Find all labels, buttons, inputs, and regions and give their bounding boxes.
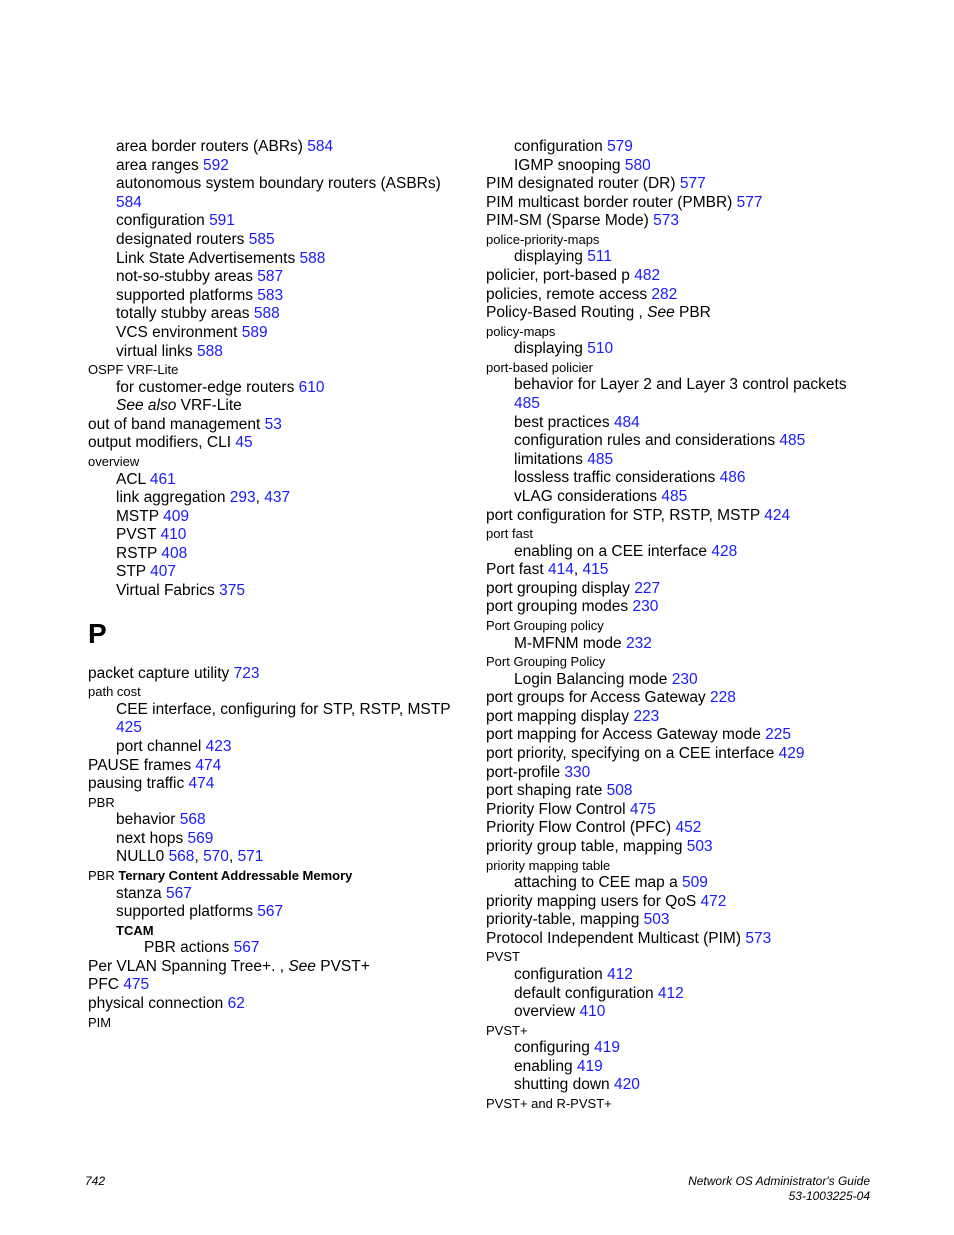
index-entry	[88, 794, 468, 812]
page-reference-link[interactable]: 610	[298, 378, 325, 396]
page-reference-link[interactable]: 228	[710, 689, 736, 707]
page-reference-link[interactable]: 588	[253, 305, 280, 323]
index-entry	[88, 958, 468, 977]
index-entry	[88, 976, 468, 995]
page-reference-link[interactable]: 437	[264, 489, 291, 507]
index-entry-text: port mapping for Access Gateway mode	[486, 726, 766, 744]
page-reference-link[interactable]: 452	[675, 819, 702, 837]
page-reference-link[interactable]: 583	[257, 286, 284, 304]
index-entry-text: PBR actions	[144, 939, 234, 957]
page-reference-link[interactable]: 420	[613, 1076, 640, 1094]
index-entry	[486, 948, 886, 966]
index-entry-text: PVST	[116, 526, 161, 544]
index-entry-text: out of band management	[88, 415, 265, 433]
index-entry	[486, 194, 886, 213]
index-entry-text: default configuration	[514, 984, 658, 1002]
index-entry-text: area border routers (ABRs)	[116, 138, 308, 155]
page-reference-link[interactable]: 588	[196, 342, 223, 360]
index-entry-text: See	[288, 957, 316, 975]
index-entry	[486, 231, 886, 249]
index-entry-text: overview	[514, 1003, 580, 1021]
page-reference-link[interactable]: 425	[116, 719, 142, 737]
index-entry-text: Virtual Fabrics	[116, 582, 220, 600]
page-reference-link[interactable]: 484	[613, 413, 640, 431]
page-reference-link[interactable]: 591	[209, 212, 235, 230]
index-subentry	[88, 701, 468, 720]
index-entry-text: VRF-Lite	[176, 397, 242, 415]
page-reference-link[interactable]: 580	[624, 156, 651, 174]
page-reference-link[interactable]: 475	[629, 800, 656, 818]
index-subentry	[88, 194, 468, 213]
index-entry-text: stanza	[116, 884, 166, 902]
index-entry	[486, 653, 886, 671]
index-entry	[486, 525, 886, 543]
index-entry-text: port fast	[486, 526, 533, 542]
page-reference-link[interactable]: 577	[736, 193, 763, 211]
index-subentry	[486, 138, 886, 157]
page-reference-link[interactable]: 568	[179, 811, 206, 829]
index-entry-text: configuration	[116, 212, 210, 230]
index-entry	[88, 665, 468, 684]
page-reference-link[interactable]: 723	[233, 664, 260, 682]
page-reference-link[interactable]: 62	[227, 994, 245, 1012]
page-reference-link[interactable]: 585	[248, 230, 275, 248]
index-subentry	[88, 738, 468, 757]
index-entry-text: PVST	[486, 949, 520, 965]
index-entry-text: totally stubby areas	[116, 305, 254, 323]
page-reference-link[interactable]: 589	[241, 323, 268, 341]
index-subentry	[486, 874, 886, 893]
index-column-left	[88, 138, 468, 1031]
index-subentry	[486, 376, 886, 395]
index-entry	[486, 838, 886, 857]
page-reference-link[interactable]: 474	[188, 775, 215, 793]
index-entry-text: OSPF VRF-Lite	[88, 362, 179, 378]
index-entry	[88, 757, 468, 776]
index-entry-text: virtual links	[116, 342, 197, 360]
page-reference-link[interactable]: 419	[576, 1057, 603, 1075]
index-subentry	[486, 635, 886, 654]
index-entry-text: enabling	[514, 1057, 577, 1075]
page-reference-link[interactable]: 232	[625, 634, 652, 652]
index-entry-text: PIM-SM (Sparse Mode)	[486, 212, 654, 230]
index-entry-text: STP	[116, 563, 151, 581]
index-entry-text: policier, port-based p	[486, 267, 635, 285]
index-entry-text: PAUSE frames	[88, 756, 196, 774]
index-subentry	[88, 903, 468, 922]
index-entry-text: Policy-Based Routing ,	[486, 304, 648, 322]
index-entry-text: port-based policier	[486, 359, 593, 375]
index-entry-text: port groups for Access Gateway	[486, 689, 710, 707]
page-reference-link[interactable]: 461	[149, 470, 176, 488]
index-entry-text: physical connection	[88, 994, 228, 1012]
index-entry-text: PVST+	[315, 957, 370, 975]
page-reference-link[interactable]: 414	[548, 561, 574, 579]
index-entry	[88, 683, 468, 701]
index-subentry	[88, 471, 468, 490]
index-entry-text: next hops	[116, 829, 188, 847]
index-entry-text: port shaping rate	[486, 782, 607, 800]
index-entry	[486, 304, 886, 323]
index-entry	[88, 434, 468, 453]
page-reference-link[interactable]: 584	[307, 138, 334, 155]
index-subentry	[486, 340, 886, 359]
index-entry-text: PBR	[88, 794, 115, 810]
index-entry-text: policies, remote access	[486, 285, 652, 303]
index-entry-text: path cost	[88, 684, 141, 700]
page-reference-link[interactable]: 423	[205, 737, 232, 755]
page-reference-link[interactable]: 475	[123, 976, 150, 994]
page-reference-link[interactable]: 485	[779, 432, 806, 450]
page-reference-link[interactable]: 407	[150, 563, 177, 581]
page-reference-link[interactable]: 485	[587, 450, 614, 468]
page-number: 742	[85, 1174, 106, 1188]
index-subentry	[486, 248, 886, 267]
index-entry-text: port-profile	[486, 763, 565, 781]
index-entry-text: packet capture utility	[88, 664, 234, 682]
page-reference-link[interactable]: 429	[778, 745, 805, 763]
index-entry-text: lossless traffic considerations	[514, 469, 720, 487]
index-entry-text: pausing traffic	[88, 775, 189, 793]
index-entry-text: priority mapping users for QoS	[486, 892, 701, 910]
index-subentry	[88, 830, 468, 849]
page-reference-link[interactable]: 573	[745, 929, 772, 947]
page-reference-link[interactable]: 412	[607, 965, 633, 983]
index-entry	[88, 867, 468, 885]
index-entry-text: displaying	[514, 340, 588, 358]
index-subentry	[88, 719, 468, 738]
index-subentry	[88, 922, 468, 940]
index-entry	[486, 561, 886, 580]
index-subentry	[88, 324, 468, 343]
index-entry	[88, 361, 468, 379]
index-subentry	[88, 508, 468, 527]
index-entry	[486, 764, 886, 783]
index-subentry	[486, 395, 886, 414]
index-entry-text: RSTP	[116, 544, 162, 562]
index-subentry	[486, 432, 886, 451]
index-entry-text: area ranges	[116, 156, 204, 174]
page-reference-link[interactable]: 567	[233, 939, 260, 957]
index-entry-text: policy-maps	[486, 323, 556, 339]
index-subentry	[486, 414, 886, 433]
index-entry-text: port mapping display	[486, 707, 634, 725]
page-reference-link[interactable]: 569	[187, 829, 214, 847]
index-subentry	[88, 287, 468, 306]
index-entry-text: not-so-stubby areas	[116, 268, 258, 286]
index-subentry	[88, 138, 468, 157]
index-entry-text: priority mapping table	[486, 857, 611, 873]
index-entry-text: PBR	[674, 304, 711, 322]
index-subentry	[88, 489, 468, 508]
index-entry	[486, 893, 886, 912]
index-subentry	[88, 397, 468, 416]
page-reference-link[interactable]: 577	[679, 175, 706, 193]
index-entry-text: for customer-edge routers	[116, 378, 299, 396]
index-entry	[486, 598, 886, 617]
index-entry-text: port grouping display	[486, 579, 635, 597]
index-subentry	[88, 848, 468, 867]
page-reference-link[interactable]: 567	[257, 903, 284, 921]
index-entry-text: Protocol Independent Multicast (PIM)	[486, 929, 746, 947]
index-entry-text: IGMP snooping	[514, 156, 625, 174]
index-entry-text: supported platforms	[116, 286, 258, 304]
index-entry-text: ,	[255, 489, 265, 507]
index-subentry	[486, 966, 886, 985]
index-entry-text: behavior	[116, 811, 180, 829]
index-entry-text: VCS environment	[116, 323, 242, 341]
index-entry-text: designated routers	[116, 230, 249, 248]
page-reference-link[interactable]: 485	[661, 488, 688, 505]
index-subentry	[88, 379, 468, 398]
index-entry-text: See also	[116, 397, 177, 415]
index-subentry	[486, 469, 886, 488]
index-entry	[88, 775, 468, 794]
page-reference-link[interactable]: 570	[203, 848, 229, 866]
index-entry-text: port grouping modes	[486, 598, 633, 616]
page-reference-link[interactable]: 472	[700, 892, 727, 910]
page-reference-link[interactable]: 486	[719, 469, 746, 487]
index-entry-text: TCAM	[116, 922, 154, 938]
index-entry	[486, 911, 886, 930]
index-entry-text: supported platforms	[116, 903, 258, 921]
page-reference-link[interactable]: 592	[203, 156, 229, 174]
index-entry-text: PIM multicast border router (PMBR)	[486, 193, 737, 211]
index-entry	[486, 286, 886, 305]
index-subentry	[88, 305, 468, 324]
index-subentry	[88, 343, 468, 362]
index-subentry	[486, 543, 886, 562]
index-entry-text: configuring	[514, 1039, 595, 1057]
footer-doc-info	[688, 1174, 870, 1204]
page-reference-link[interactable]: 503	[686, 838, 713, 855]
index-entry-text: port channel	[116, 737, 206, 755]
index-entry-text: Port Grouping Policy	[486, 654, 606, 670]
index-subentry	[88, 157, 468, 176]
index-entry	[486, 359, 886, 377]
index-subentry	[88, 250, 468, 269]
index-entry-text: M-MFNM mode	[514, 634, 626, 652]
page-reference-link[interactable]: 573	[653, 212, 679, 230]
page-reference-link[interactable]: 410	[579, 1003, 606, 1021]
index-entry-text: Port Grouping policy	[486, 618, 604, 634]
page-reference-link[interactable]: 428	[711, 542, 738, 560]
index-entry	[486, 1095, 886, 1113]
index-entry-text: priority group table, mapping	[486, 838, 687, 855]
index-subentry	[88, 811, 468, 830]
index-entry-text: port priority, specifying on a CEE interface	[486, 745, 779, 763]
index-entry-text: shutting down	[514, 1076, 614, 1094]
index-entry-text: configuration	[514, 138, 608, 155]
index-subentry	[88, 526, 468, 545]
page-reference-link[interactable]: 568	[168, 848, 195, 866]
page-reference-link[interactable]: 375	[219, 582, 245, 600]
page-reference-link[interactable]: 282	[651, 285, 678, 303]
index-subentry	[486, 488, 886, 507]
index-subentry	[88, 231, 468, 250]
index-subentry	[486, 671, 886, 690]
index-entry-text: PVST+	[486, 1022, 528, 1038]
index-entry	[486, 930, 886, 949]
index-subentry	[88, 268, 468, 287]
index-entry	[486, 617, 886, 635]
page-reference-link[interactable]: 293	[229, 489, 256, 507]
page-reference-link[interactable]: 330	[564, 763, 591, 781]
index-entry-text: vLAG considerations	[514, 488, 662, 505]
page-reference-link[interactable]: 474	[195, 756, 222, 774]
page-reference-link[interactable]: 482	[634, 267, 661, 285]
index-subentry	[88, 885, 468, 904]
index-entry	[486, 212, 886, 231]
index-entry-text: Ternary Content Addressable Memory	[118, 868, 353, 883]
index-subentry	[486, 157, 886, 176]
index-subentry	[486, 451, 886, 470]
page-reference-link[interactable]: 511	[587, 248, 612, 266]
index-entry-text: configuration	[514, 965, 608, 983]
index-subentry	[486, 985, 886, 1004]
page-reference-link[interactable]: 45	[235, 434, 253, 452]
page-reference-link[interactable]: 230	[632, 598, 659, 616]
index-subentry	[486, 1003, 886, 1022]
index-entry	[88, 416, 468, 435]
index-entry-text: PIM designated router (DR)	[486, 175, 680, 193]
index-entry-text: Link State Advertisements	[116, 249, 300, 267]
index-subentry	[88, 563, 468, 582]
index-entry-text: Port fast	[486, 561, 549, 579]
page-reference-link[interactable]: 227	[634, 579, 661, 597]
footer-doc-number: 53-1003225-04	[788, 1189, 870, 1203]
index-entry-text: CEE interface, configuring for STP, RSTP, MSTP	[116, 700, 451, 718]
index-column-right	[486, 138, 886, 1113]
index-entry	[486, 689, 886, 708]
index-entry	[486, 323, 886, 341]
footer-title: Network OS Administrator's Guide	[688, 1174, 870, 1188]
page-reference-link[interactable]: 503	[643, 911, 670, 929]
index-entry-text: output modifiers, CLI	[88, 434, 236, 452]
index-entry-text: overview	[88, 454, 140, 469]
page-reference-link[interactable]: 419	[594, 1039, 621, 1057]
index-entry-text: attaching to CEE map a	[514, 874, 683, 892]
index-entry	[486, 507, 886, 526]
index-entry	[486, 580, 886, 599]
page-reference-link[interactable]: 588	[299, 249, 326, 267]
page-reference-link[interactable]: 415	[582, 561, 609, 579]
index-entry	[486, 745, 886, 764]
index-subentry	[486, 1076, 886, 1095]
index-subentry	[88, 545, 468, 564]
page-reference-link[interactable]: 584	[116, 193, 142, 211]
index-entry	[486, 782, 886, 801]
index-entry-text: MSTP	[116, 507, 164, 525]
index-entry-text: PIM	[88, 1014, 112, 1030]
page-reference-link[interactable]: 223	[633, 707, 660, 725]
index-entry-text: behavior for Layer 2 and Layer 3 control packets	[514, 376, 847, 394]
index-entry-text: PFC	[88, 976, 124, 994]
page-reference-link[interactable]: 587	[257, 268, 284, 286]
index-entry-text: ,	[194, 848, 204, 866]
index-entry-text: displaying	[514, 248, 588, 266]
index-entry	[486, 726, 886, 745]
index-entry-text: NULL0	[116, 848, 169, 866]
index-section-letter: P	[88, 617, 107, 649]
page-reference-link[interactable]: 571	[237, 848, 264, 866]
index-entry-text: best practices	[514, 413, 614, 431]
page-reference-link[interactable]: 53	[264, 415, 282, 433]
index-entry	[486, 1022, 886, 1040]
index-subentry	[486, 1058, 886, 1077]
index-subentry	[88, 175, 468, 194]
index-entry	[486, 267, 886, 286]
index-entry-text: PBR	[88, 868, 119, 883]
index-entry-text: Per VLAN Spanning Tree+. ,	[88, 957, 289, 975]
page-reference-link[interactable]: 408	[161, 544, 188, 562]
index-entry-text: PVST+ and R-PVST+	[486, 1096, 612, 1112]
index-subentry	[88, 939, 468, 958]
index-entry-text: limitations	[514, 450, 588, 468]
index-entry-text: police-priority-maps	[486, 231, 600, 247]
index-subentry	[88, 212, 468, 231]
index-entry-text: ,	[573, 561, 583, 579]
page-reference-link[interactable]: 412	[657, 984, 684, 1002]
index-entry-text: See	[647, 304, 675, 322]
page-reference-link[interactable]: 424	[764, 506, 791, 524]
page-reference-link[interactable]: 508	[606, 782, 633, 800]
index-entry	[486, 801, 886, 820]
index-entry	[88, 453, 468, 471]
index-entry-text: link aggregation	[116, 489, 230, 507]
index-entry	[88, 995, 468, 1014]
index-entry-text: Priority Flow Control	[486, 800, 630, 818]
page-reference-link[interactable]: 510	[587, 340, 614, 358]
index-entry-text: configuration rules and considerations	[514, 432, 780, 450]
index-entry	[486, 819, 886, 838]
index-entry	[486, 708, 886, 727]
page-reference-link[interactable]: 509	[682, 874, 708, 892]
index-entry-text: ACL	[116, 470, 150, 488]
page-reference-link[interactable]: 230	[671, 670, 698, 688]
index-subentry	[88, 582, 468, 601]
index-entry-text: autonomous system boundary routers (ASBRs)	[116, 175, 441, 193]
index-entry-text: enabling on a CEE interface	[514, 542, 712, 560]
page-reference-link[interactable]: 409	[163, 507, 189, 525]
page-reference-link[interactable]: 225	[765, 726, 792, 744]
index-entry-text: ,	[228, 848, 238, 866]
index-entry-text: priority-table, mapping	[486, 911, 644, 929]
index-entry-text: Priority Flow Control (PFC)	[486, 819, 676, 837]
index-entry-text: Login Balancing mode	[514, 670, 672, 688]
index-entry	[88, 1014, 468, 1032]
index-subentry	[486, 1039, 886, 1058]
page-reference-link[interactable]: 579	[607, 138, 633, 155]
page-reference-link[interactable]: 567	[165, 884, 192, 902]
page-reference-link[interactable]: 410	[160, 526, 187, 544]
index-entry-text: port configuration for STP, RSTP, MSTP	[486, 506, 765, 524]
page-reference-link[interactable]: 485	[514, 395, 540, 413]
index-entry	[486, 857, 886, 875]
index-entry	[486, 175, 886, 194]
